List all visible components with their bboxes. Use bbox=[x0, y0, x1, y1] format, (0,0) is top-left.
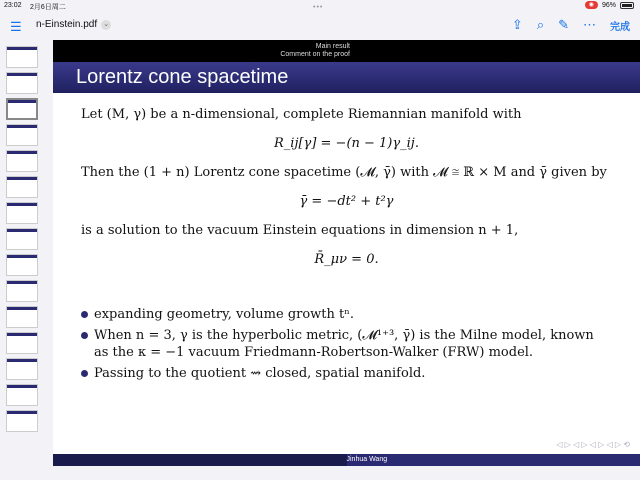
page-thumbnail[interactable] bbox=[6, 228, 38, 250]
page-thumbnail[interactable] bbox=[6, 176, 38, 198]
slide-footer bbox=[53, 454, 640, 466]
chevron-down-icon[interactable]: ⌄ bbox=[101, 20, 111, 30]
bullet-item bbox=[81, 327, 612, 361]
recording-indicator: ◉ bbox=[585, 1, 598, 9]
page-thumbnail[interactable] bbox=[6, 46, 38, 68]
page-thumbnail[interactable] bbox=[6, 124, 38, 146]
page-thumbnail[interactable] bbox=[6, 410, 38, 432]
slide-page bbox=[53, 40, 640, 466]
search-icon[interactable]: ⌕ bbox=[536, 17, 545, 32]
date: 2月6日周二 bbox=[30, 4, 66, 11]
multitask-dots[interactable]: ••• bbox=[313, 4, 324, 11]
more-icon[interactable]: ⋯ bbox=[583, 17, 596, 32]
done-button[interactable]: 完成 bbox=[610, 21, 630, 33]
equation: R_ij[γ] = −(n − 1)γ_ij. bbox=[274, 136, 419, 151]
page-thumbnail[interactable] bbox=[6, 384, 38, 406]
page-thumbnail[interactable] bbox=[6, 150, 38, 172]
equation: R̄_μν = 0. bbox=[314, 252, 379, 267]
share-icon[interactable]: ⇪ bbox=[511, 17, 523, 32]
beamer-navigation-icons[interactable]: ◁ ▷ ◁ ▷ ◁ ▷ ◁ ▷ ⟲ bbox=[556, 440, 630, 449]
page-thumbnail[interactable] bbox=[6, 202, 38, 224]
markup-icon[interactable]: ✎ bbox=[558, 17, 569, 32]
bullet-icon bbox=[81, 332, 88, 339]
bullet-item bbox=[81, 365, 612, 382]
status-bar bbox=[0, 0, 640, 12]
battery-percent: 96% bbox=[601, 1, 616, 9]
nav-item[interactable]: Main result bbox=[315, 43, 350, 50]
footer-author: Jinhua Wang bbox=[347, 454, 640, 466]
bullet-text: When n = 3, γ is the hyperbolic metric, (𝓜¹⁺³, γ̄) is the Milne model, known as the κ = −1 vacuum Friedmann-Robertson-Walker (FRW) model. bbox=[94, 328, 594, 360]
page-thumbnail[interactable] bbox=[6, 358, 38, 380]
list-icon[interactable]: ☰ bbox=[10, 19, 22, 34]
nav-item[interactable]: Comment on the proof bbox=[280, 51, 350, 58]
slide-body bbox=[53, 93, 640, 391]
page-thumbnail[interactable] bbox=[6, 72, 38, 94]
time: 23:02 bbox=[4, 2, 22, 9]
bullet-text: Passing to the quotient ⇝ closed, spatial manifold. bbox=[94, 366, 426, 381]
footer-left bbox=[53, 454, 347, 466]
toolbar bbox=[0, 12, 640, 40]
section-navigation bbox=[53, 40, 640, 62]
page-thumbnail[interactable] bbox=[6, 306, 38, 328]
document-title[interactable] bbox=[36, 19, 111, 30]
thumbnail-sidebar[interactable] bbox=[0, 40, 44, 480]
page-thumbnail[interactable] bbox=[6, 280, 38, 302]
paragraph: Then the (1 + n) Lorentz cone spacetime (𝓜, γ̄) with 𝓜 ≅ ℝ × M and γ̄ given by bbox=[81, 165, 607, 180]
title-text: n-Einstein.pdf bbox=[36, 19, 98, 30]
paragraph: Let (M, γ) be a n-dimensional, complete Riemannian manifold with bbox=[81, 107, 522, 122]
equation: γ̄ = −dt² + t²γ bbox=[299, 194, 394, 209]
page-thumbnail[interactable] bbox=[6, 254, 38, 276]
bullet-list bbox=[81, 306, 612, 382]
page-thumbnail[interactable] bbox=[6, 332, 38, 354]
bullet-item bbox=[81, 306, 612, 323]
battery-icon bbox=[620, 2, 634, 9]
paragraph: is a solution to the vacuum Einstein equations in dimension n + 1, bbox=[81, 223, 519, 238]
bullet-icon bbox=[81, 311, 88, 318]
slide-title: Lorentz cone spacetime bbox=[53, 62, 640, 93]
page-thumbnail-current[interactable] bbox=[6, 98, 38, 120]
bullet-icon bbox=[81, 370, 88, 377]
bullet-text: expanding geometry, volume growth tⁿ. bbox=[94, 307, 355, 322]
